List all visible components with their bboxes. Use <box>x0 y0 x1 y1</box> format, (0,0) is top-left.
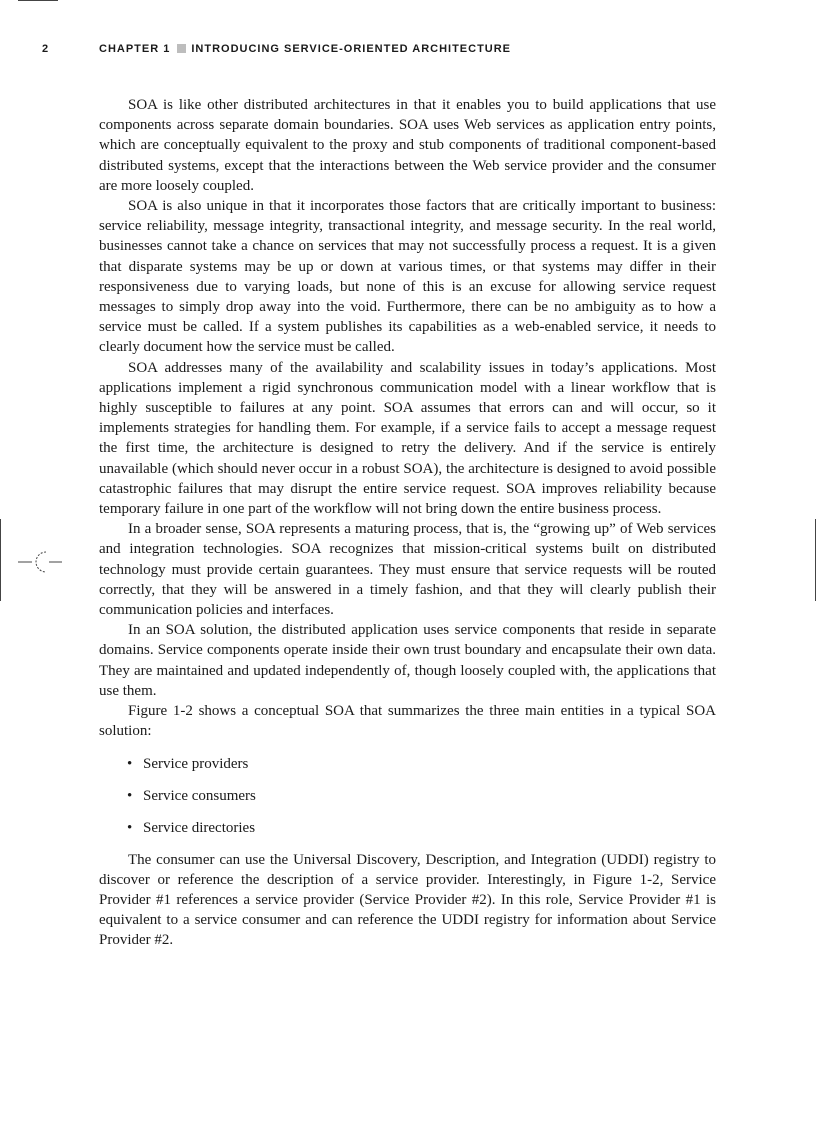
paragraph: SOA addresses many of the availability and scalability issues in today’s applications. Most applications implement a rigid synchronous communication model with a linear workflow that is highly susceptible to failures at any point. SOA assumes that errors can and will occur, so it implements strategies for handling them. For example, if a service fails to accept a message request the first time, the architecture is designed to retry the delivery. And if the service is entirely unavailable (which should never occur in a robust SOA), the architecture is designed to avoid possible catastrophic failures that may disrupt the entire service request. SOA improves reliability because temporary failure in one part of the workflow will not bring down the entire business process. <box>99 359 716 518</box>
crop-mark-top-left <box>18 0 58 3</box>
list-item <box>127 786 716 806</box>
bullet-icon: • <box>127 819 133 836</box>
list-item-text: Service consumers <box>143 787 256 804</box>
header-separator-square-icon <box>177 44 186 53</box>
paragraph: The consumer can use the Universal Discovery, Description, and Integration (UDDI) registry to discover or reference the description of a service provider. Interestingly, in Figure 1-2, Service Provider #1 references a service provider (Service Provider #2). In this role, Service Provider #1 is equivalent to a service consumer and can reference the UDDI registry for information about Service Provider #2. <box>99 851 716 949</box>
margin-line-left <box>0 519 1 601</box>
chapter-label: CHAPTER 1 <box>99 43 171 55</box>
paragraph: SOA is like other distributed architectures in that it enables you to build applications that use components across separate domain boundaries. SOA uses Web services as application entry points, which are conceptually equivalent to the proxy and stub components of traditional component-based distributed systems, except that the interactions between the Web service provider and the consumer are more loosely coupled. <box>99 97 716 194</box>
paragraph: SOA is also unique in that it incorporates those factors that are critically important to business: service reliability, message integrity, transactional integrity, and message security. In the real world, businesses cannot take a chance on services that may not successfully process a request. It is a given that disparate systems may be up or down at various times, or that systems may differ in their responsiveness due to varying loads, but none of this is an excuse for allowing service request messages to simply drop away into the void. Furthermore, there can be no ambiguity as to how a service must be called. If a system publishes its capabilities as a web-enabled service, it needs to clearly document how the service must be called. <box>99 198 716 356</box>
bullet-list <box>99 754 716 838</box>
registration-mark-icon <box>18 548 62 576</box>
bullet-icon: • <box>127 755 133 772</box>
running-head <box>42 43 511 55</box>
body-text <box>99 95 716 951</box>
paragraph: In an SOA solution, the distributed application uses service components that reside in separate domains. Service components operate inside their own trust boundary and encapsulate their own data. They are maintained and updated independently of, though loosely coupled with, the applications that use them. <box>99 622 716 699</box>
list-item-text: Service providers <box>143 755 249 772</box>
list-item <box>127 754 716 774</box>
list-item-text: Service directories <box>143 819 256 836</box>
bullet-icon: • <box>127 787 133 804</box>
paragraph: In a broader sense, SOA represents a maturing process, that is, the “growing up” of Web services and integration technologies. SOA recognizes that mission-critical systems built on distributed technology must provide certain guarantees. They must ensure that service requests will be routed correctly, that they will be answered in a timely fashion, and that they will clearly publish their communication policies and interfaces. <box>99 521 716 619</box>
paragraph: Figure 1-2 shows a conceptual SOA that summarizes the three main entities in a typical SOA solution: <box>99 703 716 740</box>
list-item <box>127 818 716 838</box>
page-number: 2 <box>42 43 50 55</box>
chapter-title: INTRODUCING SERVICE-ORIENTED ARCHITECTURE <box>191 43 512 55</box>
